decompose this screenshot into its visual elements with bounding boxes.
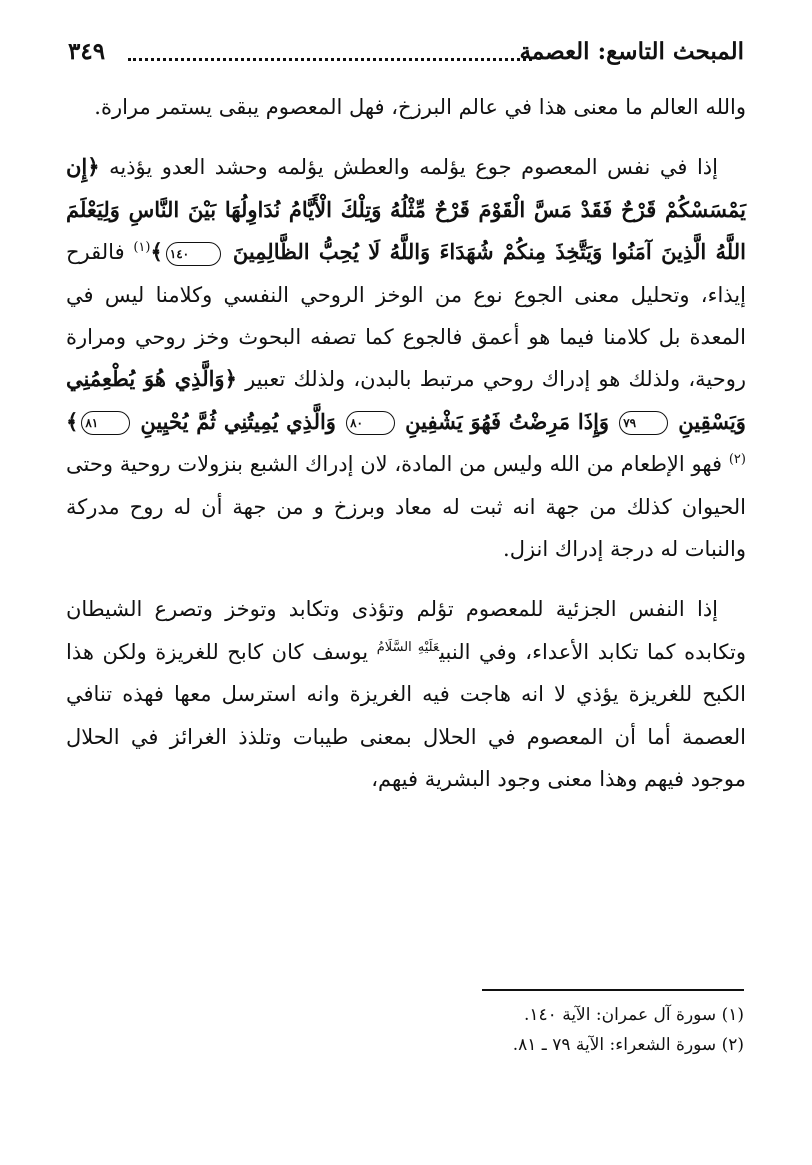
ayah-number-79: ٧٩: [619, 411, 668, 435]
paragraph-2-intro: إذا في نفس المعصوم جوع يؤلمه والعطش يؤلمه وحشد العدو يؤذيه: [109, 155, 718, 180]
paragraph-2-text: فالقرح إيذاء، وتحليل معنى الجوع نوع من الوخز الروحي النفسي وكلامنا ليس في المعدة بل كلامنا فيما هو أعمق فالجوع كما تصفه البحوث وخز روحي ومرارة روحية، ولذلك هو إدراك روحي مرتبط بالبدن، ولذلك تعبير: [66, 240, 747, 392]
ayah-number-80: ٨٠: [346, 411, 395, 435]
paragraph-1-text: والله العالم ما معنى هذا في عالم البرزخ، فهل المعصوم يبقى يستمر مرارة.: [94, 95, 746, 119]
quran-open-bracket-2: ﴿: [224, 366, 237, 392]
footnote-2: (٢) سورة الشعراء: الآية ٧٩ ـ ٨١.: [512, 1035, 744, 1055]
footnote-separator: [482, 989, 744, 991]
quran-open-bracket: ﴿: [87, 154, 100, 180]
footnote-ref-2: (٢): [728, 452, 746, 468]
page-number: ٣٤٩: [68, 38, 106, 65]
quran-verse-shuara-79: وَالَّذِي هُوَ يُطْعِمُنِي وَيَسْقِينِ: [66, 366, 746, 434]
quran-close-bracket-2: ﴾: [66, 408, 79, 434]
footnote-ref-1: (١): [133, 240, 151, 256]
ayah-number-81: ٨١: [81, 411, 130, 435]
chapter-title: المبحث التاسع: العصمة: [519, 38, 744, 65]
paragraph-2-end: فهو الإطعام من الله وليس من المادة، لان إدراك الشبع بنزولات روحية وحتى الحيوان كذلك من جهة انه ثبت له معاد وبرزخ و من جهة أن له روح مدركة والنبات له درجة إدراك انزل.: [66, 452, 746, 562]
quran-verse-shuara-81: وَالَّذِي يُمِيتُنِي ثُمَّ يُحْيِينِ: [140, 408, 336, 434]
header-dot-leader: [128, 58, 532, 61]
paragraph-3: [66, 588, 746, 800]
paragraph-3-text-a: إذا النفس الجزئية للمعصوم تؤلم وتؤذى وتكابد وتوخز وتصرع الشيطان وتكابده كما تكابد الأعداء، وفي النبي: [66, 597, 746, 664]
paragraph-1: [66, 86, 746, 128]
quran-verse-imran: إِن يَمْسَسْكُمْ قَرْحٌ فَقَدْ مَسَّ الْقَوْمَ قَرْحٌ مِّثْلُهُ وَتِلْكَ الْأَيَّامُ نُدَاوِلُهَا بَيْنَ النَّاسِ وَلِيَعْلَمَ اللَّهُ الَّذِينَ آمَنُوا وَيَتَّخِذَ مِنكُمْ شُهَدَاءَ وَاللَّهُ لَا يُحِبُّ الظَّالِمِينَ: [66, 154, 746, 265]
quran-close-bracket: ﴾: [150, 239, 163, 265]
paragraph-2: [66, 146, 746, 570]
running-header: [68, 34, 744, 72]
footnotes: [382, 1000, 744, 1060]
paragraph-3-text-b: يوسف كان كابح للغريزة ولكن هذا الكبح للغريزة يؤذي لا انه هاجت فيه الغريزة وانه استرسل معها فهذه تنافي العصمة أما أن المعصوم في الحلال بمعنى طيبات وتلذذ الغرائز في الحلال موجود فيهم وهذا معنى وجود البشرية فيهم،: [66, 639, 746, 792]
quran-verse-shuara-80: وَإِذَا مَرِضْتُ فَهُوَ يَشْفِينِ: [405, 408, 610, 434]
main-text: [66, 86, 746, 801]
honorific-symbol: عَلَيْهِ السَّلَامُ: [376, 639, 440, 655]
ayah-number-140: ١٤٠: [166, 242, 221, 266]
footnote-1: (١) سورة آل عمران: الآية ١٤٠.: [523, 1005, 744, 1025]
